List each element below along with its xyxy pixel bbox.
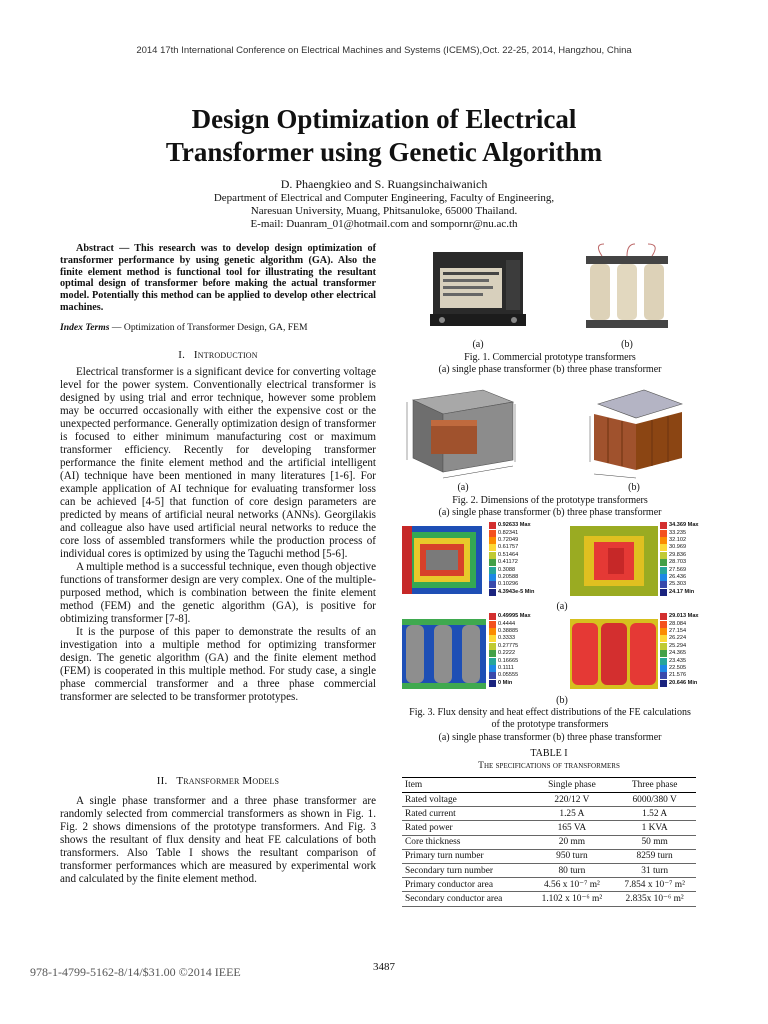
copyright-footer: 978-1-4799-5162-8/14/$31.00 ©2014 IEEE bbox=[30, 965, 241, 979]
legend-swatch bbox=[489, 581, 496, 588]
conference-header: 2014 17th International Conference on Electrical Machines and Systems (ICEMS),Oct. 22-25, 2014, Hangzhou, China bbox=[136, 45, 632, 56]
title-line-1: Design Optimization of Electrical bbox=[191, 104, 577, 134]
fig3b-flux-density-plot bbox=[400, 613, 488, 693]
legend-value: 28.084 bbox=[669, 620, 687, 627]
legend-entry bbox=[489, 574, 549, 581]
legend-value: 32.102 bbox=[669, 536, 687, 543]
table-cell: Secondary turn number bbox=[402, 863, 531, 877]
legend-swatch bbox=[489, 613, 496, 620]
legend-swatch bbox=[489, 643, 496, 650]
introduction-body bbox=[60, 366, 376, 704]
legend-swatch bbox=[660, 621, 667, 628]
legend-value: 30.969 bbox=[669, 544, 687, 551]
table-cell: 80 turn bbox=[531, 863, 614, 877]
intro-paragraph-1: Electrical transformer is a significant device for converting voltage level for the power system. Conventionally electrical transformer is designed by using trial and error technique, however some problem may be occurred occasionally with either the expensive cost or the unexpected performance. Generally optimization design of transformer is focused to either minimum manufacturing cost or maximum transformer efficiency. Recently for developing transformer performance the finite element method and the artificial intelligent (AI) technique have been mentioned in many literatures [1-6]. For example application of AI technique for evaluating transformer loss can be achieved [4-5] that function of core design parameters are predicted by means of artificial neural networks (ANNs). Georgilakis and colleague also have used artificial neural networks to reduce the core loss of assembled transformers while the production process of individual cores is optimized by using the Taguchi method [5-6]. bbox=[60, 366, 376, 560]
legend-entry bbox=[489, 537, 549, 544]
fig3-label-b: (b) bbox=[556, 695, 568, 706]
intro-paragraph-3: It is the purpose of this paper to demonstrate the results of an investigation into a multiple method for optimizing transformer design. The genetic algorithm (GA) and the finite element method (FEM) is cooperated in this multiple method. For study case, a single phase commercial transformer and a three phase commercial transformer are selected to be transformer prototypes. bbox=[60, 626, 376, 703]
legend-value: 0.27775 bbox=[498, 642, 519, 649]
legend-entry bbox=[660, 566, 720, 573]
legend-entry bbox=[489, 635, 549, 642]
table-cell: 6000/380 V bbox=[613, 793, 696, 807]
table-header-item: Item bbox=[402, 778, 531, 793]
legend-entry bbox=[489, 672, 549, 679]
legend-value: 26.436 bbox=[669, 573, 687, 580]
section-title: Transformer Models bbox=[176, 775, 280, 787]
legend-value: 0.41172 bbox=[498, 559, 518, 566]
table-cell: 1.52 A bbox=[613, 807, 696, 821]
legend-value: 26.224 bbox=[669, 635, 687, 642]
fig1-label-b: (b) bbox=[621, 339, 633, 350]
fig3-subcaption: (a) single phase transformer (b) three phase transformer bbox=[438, 732, 662, 743]
fig3a-heat-plot bbox=[568, 522, 660, 600]
legend-value: 0.16665 bbox=[498, 657, 519, 664]
legend-entry bbox=[489, 650, 549, 657]
legend-swatch bbox=[489, 567, 496, 574]
section-title: Introduction bbox=[193, 349, 258, 361]
legend-swatch bbox=[660, 530, 667, 537]
legend-entry bbox=[660, 522, 720, 529]
legend-value: 24.365 bbox=[669, 650, 687, 657]
table-header-three-phase: Three phase bbox=[613, 778, 696, 793]
table-row bbox=[402, 878, 696, 892]
section-number: I. bbox=[178, 349, 186, 361]
fig3a-flux-density-plot bbox=[400, 522, 488, 600]
section-number: II. bbox=[156, 775, 168, 787]
legend-value: 24.17 Min bbox=[669, 588, 695, 595]
affiliation-line-1: Department of Electrical and Computer Engineering, Faculty of Engineering, bbox=[213, 192, 555, 204]
fig3b-heat-plot bbox=[568, 613, 660, 693]
legend-value: 27.154 bbox=[669, 627, 687, 634]
legend-swatch bbox=[489, 574, 496, 581]
legend-swatch bbox=[489, 650, 496, 657]
fig3-label-a: (a) bbox=[556, 601, 568, 612]
legend-entry bbox=[489, 559, 549, 566]
table-cell: 31 turn bbox=[613, 863, 696, 877]
legend-swatch bbox=[660, 544, 667, 551]
legend-value: 0.51464 bbox=[498, 551, 519, 558]
legend-value: 0.10296 bbox=[498, 581, 519, 588]
table-row bbox=[402, 821, 696, 835]
table-cell: Secondary conductor area bbox=[402, 892, 531, 906]
legend-value: 0.05555 bbox=[498, 672, 519, 679]
legend-value: 4.3943e-5 Min bbox=[498, 588, 535, 595]
fig2-label-b: (b) bbox=[628, 482, 640, 493]
legend-value: 29.836 bbox=[669, 551, 687, 558]
legend-swatch bbox=[660, 658, 667, 665]
fig3b-flux-legend bbox=[489, 613, 549, 687]
legend-value: 20.646 Min bbox=[669, 679, 698, 686]
legend-value: 0.1111 bbox=[498, 664, 514, 671]
fig2-caption: Fig. 2. Dimensions of the prototype transformers bbox=[452, 495, 648, 506]
legend-entry bbox=[660, 613, 720, 620]
fig3-caption-line-2: of the prototype transformers bbox=[491, 719, 609, 730]
legend-swatch bbox=[660, 537, 667, 544]
table-cell: 165 VA bbox=[531, 821, 614, 835]
legend-entry bbox=[660, 544, 720, 551]
table-cell: 1 KVA bbox=[613, 821, 696, 835]
legend-swatch bbox=[660, 552, 667, 559]
legend-swatch bbox=[489, 552, 496, 559]
fig1-label-a: (a) bbox=[472, 339, 484, 350]
legend-swatch bbox=[660, 522, 667, 529]
table-row bbox=[402, 863, 696, 877]
legend-entry bbox=[489, 628, 549, 635]
table-cell: 50 mm bbox=[613, 835, 696, 849]
authors: D. Phaengkieo and S. Ruangsinchaiwanich bbox=[280, 177, 488, 191]
fig2b-three-phase-dimensions bbox=[578, 378, 690, 482]
table-cell: 950 turn bbox=[531, 849, 614, 863]
legend-swatch bbox=[489, 537, 496, 544]
legend-value: 0.82341 bbox=[498, 529, 519, 536]
legend-swatch bbox=[489, 544, 496, 551]
table-cell: 1.102 x 10⁻⁶ m² bbox=[531, 892, 614, 906]
legend-entry bbox=[489, 620, 549, 627]
legend-value: 0.3088 bbox=[498, 566, 516, 573]
legend-entry bbox=[660, 589, 720, 596]
legend-value: 21.576 bbox=[669, 672, 687, 679]
legend-entry bbox=[660, 643, 720, 650]
legend-swatch bbox=[489, 635, 496, 642]
fig3a-flux-legend bbox=[489, 522, 549, 596]
title-line-2: Transformer using Genetic Algorithm bbox=[165, 137, 603, 167]
legend-value: 28.703 bbox=[669, 559, 687, 566]
affiliation-email: E-mail: Duanram_01@hotmail.com and sompornr@nu.ac.th bbox=[250, 218, 518, 230]
legend-value: 0.20588 bbox=[498, 573, 519, 580]
legend-value: 25.294 bbox=[669, 642, 687, 649]
fig1-caption: Fig. 1. Commercial prototype transformers bbox=[464, 352, 636, 363]
fig1a-single-phase-photo bbox=[428, 250, 528, 330]
table-cell: Core thickness bbox=[402, 835, 531, 849]
legend-value: 0.92633 Max bbox=[498, 522, 531, 529]
legend-entry bbox=[489, 643, 549, 650]
fig3b-heat-legend bbox=[660, 613, 720, 687]
legend-swatch bbox=[660, 581, 667, 588]
table-cell: 220/12 V bbox=[531, 793, 614, 807]
legend-swatch bbox=[489, 522, 496, 529]
table-row bbox=[402, 793, 696, 807]
legend-entry bbox=[489, 665, 549, 672]
legend-swatch bbox=[489, 559, 496, 566]
legend-swatch bbox=[489, 628, 496, 635]
fig3-caption bbox=[402, 707, 698, 731]
abstract: Abstract — This research was to develop design optimization of transformer performance by using genetic algorithm (GA). Also the finite element method is functional tool for illustrating the resultant optimal design of transformer before making the actual transformer model. Potentially this method can be applied to develop other electrical machines. bbox=[60, 243, 376, 313]
table-cell: Rated power bbox=[402, 821, 531, 835]
legend-value: 0.2222 bbox=[498, 650, 516, 657]
legend-swatch bbox=[489, 665, 496, 672]
legend-swatch bbox=[660, 635, 667, 642]
paper-title bbox=[60, 103, 708, 169]
index-terms bbox=[60, 321, 376, 334]
legend-swatch bbox=[489, 672, 496, 679]
table-cell: Primary turn number bbox=[402, 849, 531, 863]
legend-entry bbox=[660, 574, 720, 581]
legend-swatch bbox=[660, 628, 667, 635]
table-row bbox=[402, 835, 696, 849]
legend-value: 27.569 bbox=[669, 566, 687, 573]
legend-entry bbox=[489, 566, 549, 573]
legend-entry bbox=[660, 529, 720, 536]
legend-entry bbox=[660, 552, 720, 559]
table-cell: 8259 turn bbox=[613, 849, 696, 863]
legend-swatch bbox=[489, 680, 496, 687]
table-row bbox=[402, 807, 696, 821]
legend-entry bbox=[660, 559, 720, 566]
table-cell: 7.854 x 10⁻⁷ m² bbox=[613, 878, 696, 892]
table-row bbox=[402, 892, 696, 906]
section-heading-transformer-models bbox=[60, 775, 376, 787]
legend-swatch bbox=[489, 621, 496, 628]
legend-swatch bbox=[660, 643, 667, 650]
fig2-label-a: (a) bbox=[457, 482, 469, 493]
legend-value: 22.505 bbox=[669, 664, 687, 671]
legend-swatch bbox=[660, 665, 667, 672]
fig3-caption-line-1: Fig. 3. Flux density and heat effect distributions of the FE calculations bbox=[409, 707, 691, 718]
legend-swatch bbox=[660, 574, 667, 581]
legend-entry bbox=[660, 635, 720, 642]
legend-value: 0 Min bbox=[498, 679, 513, 686]
legend-entry bbox=[660, 628, 720, 635]
legend-entry bbox=[660, 650, 720, 657]
fig3a-heat-legend bbox=[660, 522, 720, 596]
legend-entry bbox=[489, 544, 549, 551]
legend-value: 25.303 bbox=[669, 581, 687, 588]
legend-entry bbox=[489, 613, 549, 620]
table-header-row bbox=[402, 778, 696, 793]
legend-value: 23.435 bbox=[669, 657, 687, 664]
legend-swatch bbox=[660, 672, 667, 679]
legend-entry bbox=[660, 680, 720, 687]
legend-entry bbox=[660, 657, 720, 664]
legend-entry bbox=[660, 620, 720, 627]
table-cell: Rated voltage bbox=[402, 793, 531, 807]
legend-swatch bbox=[489, 530, 496, 537]
legend-entry bbox=[489, 581, 549, 588]
legend-entry bbox=[489, 522, 549, 529]
table-subtitle bbox=[402, 760, 696, 772]
index-terms-text: — Optimization of Transformer Design, GA, FEM bbox=[109, 322, 308, 333]
legend-value: 0.49995 Max bbox=[498, 613, 531, 620]
legend-swatch bbox=[489, 589, 496, 596]
table-cell: Rated current bbox=[402, 807, 531, 821]
legend-entry bbox=[489, 680, 549, 687]
transformer-models-body bbox=[60, 795, 376, 886]
legend-value: 0.72049 bbox=[498, 536, 519, 543]
legend-value: 34.369 Max bbox=[669, 522, 699, 529]
legend-entry bbox=[660, 537, 720, 544]
legend-entry bbox=[489, 552, 549, 559]
table-subtitle-text: The specifications of transformers bbox=[478, 761, 620, 771]
fig1-subcaption: (a) single phase transformer (b) three phase transformer bbox=[438, 364, 662, 375]
table-cell: 4.56 x 10⁻⁷ m² bbox=[531, 878, 614, 892]
legend-swatch bbox=[660, 567, 667, 574]
affiliation-line-2: Naresuan University, Muang, Phitsanuloke, 65000 Thailand. bbox=[250, 205, 518, 217]
affiliation bbox=[60, 192, 708, 231]
legend-swatch bbox=[660, 680, 667, 687]
legend-entry bbox=[489, 589, 549, 596]
table-cell: Primary conductor area bbox=[402, 878, 531, 892]
table-cell: 1.25 A bbox=[531, 807, 614, 821]
table-cell: 20 mm bbox=[531, 835, 614, 849]
legend-value: 0.38885 bbox=[498, 627, 519, 634]
legend-entry bbox=[489, 529, 549, 536]
table-header-single-phase: Single phase bbox=[531, 778, 614, 793]
table-row bbox=[402, 849, 696, 863]
legend-value: 33.235 bbox=[669, 529, 687, 536]
intro-paragraph-2: A multiple method is a successful technique, even though objective functions of transformer design are very complex. One of the multiple-purposed method, which is combination between the finite element method (FEM) and the genetic algorithm (GA), is positive for obtimizing transformer [7-8]. bbox=[60, 561, 376, 625]
models-paragraph-1: A single phase transformer and a three phase transformer are randomly selected from commercial transformers as shown in Fig. 1. Fig. 2 shows dimensions of the prototype transformers. And Fig. 3 shows the resultant of flux density and heat FE calculations of both transformers. Also Table I shows the resultant comparison of transformer performances which are measured by experimental work and calculated by the finite element method. bbox=[60, 795, 376, 885]
page-number: 3487 bbox=[373, 961, 395, 973]
specifications-table bbox=[402, 777, 696, 907]
legend-entry bbox=[489, 657, 549, 664]
fig2-subcaption: (a) single phase transformer (b) three phase transformer bbox=[438, 507, 662, 518]
legend-value: 0.4444 bbox=[498, 620, 516, 627]
legend-entry bbox=[660, 581, 720, 588]
legend-entry bbox=[660, 672, 720, 679]
legend-entry bbox=[660, 665, 720, 672]
section-heading-introduction bbox=[60, 349, 376, 361]
legend-swatch bbox=[660, 613, 667, 620]
fig1b-three-phase-photo bbox=[582, 242, 672, 332]
legend-swatch bbox=[489, 658, 496, 665]
table-title: TABLE I bbox=[530, 748, 568, 759]
legend-value: 0.61757 bbox=[498, 544, 519, 551]
index-terms-label: Index Terms bbox=[60, 322, 110, 333]
legend-value: 29.013 Max bbox=[669, 613, 699, 620]
legend-swatch bbox=[660, 650, 667, 657]
legend-swatch bbox=[660, 559, 667, 566]
legend-swatch bbox=[660, 589, 667, 596]
legend-value: 0.3333 bbox=[498, 635, 516, 642]
table-cell: 2.835x 10⁻⁶ m² bbox=[613, 892, 696, 906]
fig2a-single-phase-dimensions bbox=[403, 380, 523, 482]
